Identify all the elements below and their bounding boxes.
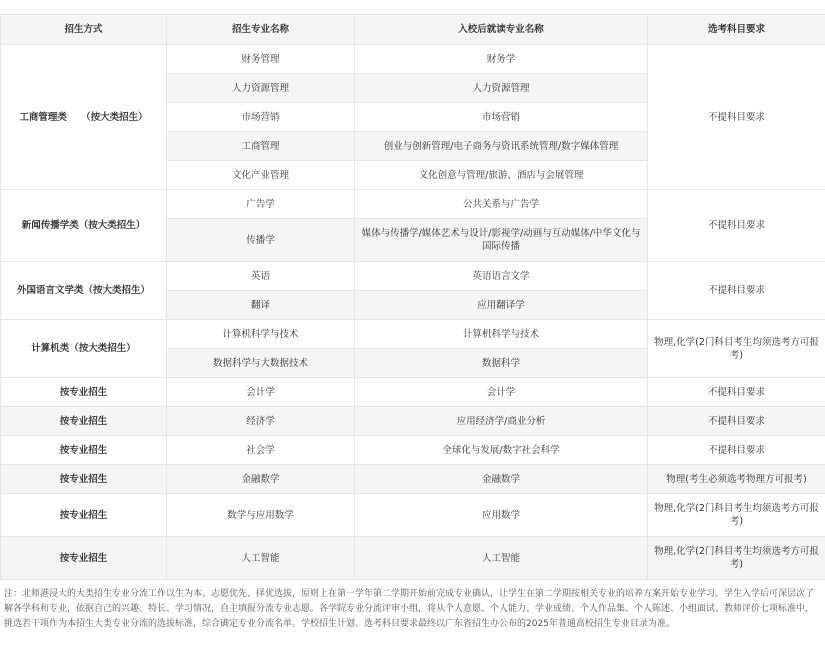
major-cell: 数学与应用数学: [167, 494, 355, 537]
footnote: 注：北师港浸大的大类招生专业分流工作以生为本、志愿优先、择优选拔，原则上在第一学年第二学期开始前完成专业确认，让学生在第二学期按相关专业的培养方案开始专业学习。学生入学后可深层次了解各学科和专业，依据自己的兴趣、特长、学习情况，自主填报分流专业志愿。各学院专业分流评审小组，将从个人意愿、个人能力、学业成绩、个人作品集、个人陈述、小组面试、教师评价七项标准中，挑选若干项作为本招生大类专业分流的选拔标准，综合确定专业分流名单。学校招生计划、选考科目要求最终以广东省招生办公布的2025年普通高校招生专业目录为准。: [4, 589, 815, 629]
req-cell: 不提科目要求: [648, 45, 825, 190]
req-cell: 物理,化学(2门科目考生均须选考方可报考): [648, 320, 825, 378]
major-cell: 金融数学: [167, 465, 355, 494]
major-cell: 广告学: [167, 190, 355, 219]
req-cell: 不提科目要求: [648, 378, 825, 407]
study-cell: 市场营销: [355, 103, 648, 132]
single-method: 按专业招生: [1, 378, 167, 407]
study-cell: 英语语言文学: [355, 262, 648, 291]
table-row: [1, 436, 825, 465]
major-cell: 市场营销: [167, 103, 355, 132]
table-row: [1, 190, 825, 219]
group-method: 工商管理类 （按大类招生）: [1, 45, 167, 190]
major-cell: 工商管理: [167, 132, 355, 161]
major-cell: 英语: [167, 262, 355, 291]
study-cell: 公共关系与广告学: [355, 190, 648, 219]
group-method: 新闻传播学类（按大类招生）: [1, 190, 167, 262]
req-cell: 物理(考生必须选考物理方可报考): [648, 465, 825, 494]
req-cell: 物理,化学(2门科目考生均须选考方可报考): [648, 537, 825, 580]
single-method: 按专业招生: [1, 494, 167, 537]
table-row: [1, 262, 825, 291]
major-cell: 传播学: [167, 219, 355, 262]
major-cell: 数据科学与大数据技术: [167, 349, 355, 378]
req-cell: 不提科目要求: [648, 436, 825, 465]
major-cell: 文化产业管理: [167, 161, 355, 190]
single-method: 按专业招生: [1, 465, 167, 494]
table-header-row: [1, 15, 825, 45]
req-cell: 物理,化学(2门科目考生均须选考方可报考): [648, 494, 825, 537]
req-cell: 不提科目要求: [648, 190, 825, 262]
study-cell: 财务学: [355, 45, 648, 74]
study-cell: 金融数学: [355, 465, 648, 494]
table-row: [1, 537, 825, 580]
study-cell: 数据科学: [355, 349, 648, 378]
study-cell: 应用经济学/商业分析: [355, 407, 648, 436]
group-method: 计算机类（按大类招生）: [1, 320, 167, 378]
study-cell: 媒体与传播学/媒体艺术与设计/影视学/动画与互动媒体/中华文化与国际传播: [355, 219, 648, 262]
req-cell: 不提科目要求: [648, 407, 825, 436]
req-cell: 不提科目要求: [648, 262, 825, 320]
major-cell: 人工智能: [167, 537, 355, 580]
group-method: 外国语言文学类（按大类招生）: [1, 262, 167, 320]
header-method: 招生方式: [1, 15, 167, 45]
major-cell: 会计学: [167, 378, 355, 407]
study-cell: 创业与创新管理/电子商务与资讯系统管理/数字媒体管理: [355, 132, 648, 161]
header-study: 入校后就读专业名称: [355, 15, 648, 45]
major-cell: 财务管理: [167, 45, 355, 74]
major-cell: 社会学: [167, 436, 355, 465]
study-cell: 全球化与发展/数字社会科学: [355, 436, 648, 465]
single-method: 按专业招生: [1, 537, 167, 580]
study-cell: 文化创意与管理/旅游、酒店与会展管理: [355, 161, 648, 190]
study-cell: 人工智能: [355, 537, 648, 580]
major-cell: 计算机科学与技术: [167, 320, 355, 349]
study-cell: 计算机科学与技术: [355, 320, 648, 349]
study-cell: 会计学: [355, 378, 648, 407]
table-row: [1, 45, 825, 74]
table-row: [1, 465, 825, 494]
table-row: [1, 320, 825, 349]
single-method: 按专业招生: [1, 436, 167, 465]
study-cell: 人力资源管理: [355, 74, 648, 103]
single-method: 按专业招生: [1, 407, 167, 436]
major-cell: 翻译: [167, 291, 355, 320]
major-cell: 经济学: [167, 407, 355, 436]
study-cell: 应用数学: [355, 494, 648, 537]
header-req: 选考科目要求: [648, 15, 825, 45]
admission-table: [0, 14, 825, 580]
major-cell: 人力资源管理: [167, 74, 355, 103]
table-row: [1, 494, 825, 537]
study-cell: 应用翻译学: [355, 291, 648, 320]
table-row: [1, 378, 825, 407]
header-major: 招生专业名称: [167, 15, 355, 45]
table-row: [1, 407, 825, 436]
